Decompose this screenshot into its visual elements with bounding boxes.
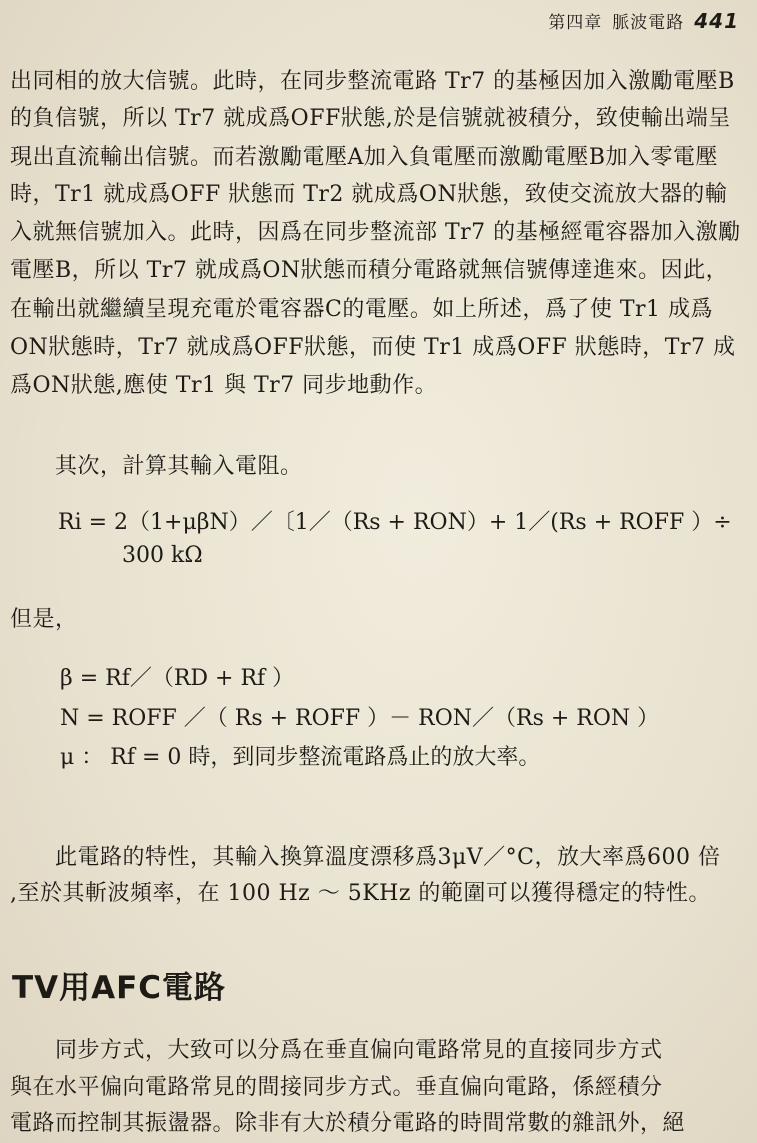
paragraph-line: 入就無信號加入。此時，因爲在同步整流部 Tr7 的基極經電容器加入激勵 (10, 220, 741, 245)
equation-ri-line1: Ri = 2（1+μβN）／〔1／（Rs + RON）+ 1／(Rs + ROFF ）÷ (58, 510, 732, 535)
paragraph-line: 同步方式，大致可以分爲在垂直偏向電路常見的直接同步方式 (55, 1038, 663, 1063)
paragraph-line: 現出直流輸出信號。而若激勵電壓A加入負電壓而激勵電壓B加入零電壓 (10, 145, 719, 170)
paragraph-line: 時，Tr1 就成爲OFF 狀態而 Tr2 就成爲ON狀態，致使交流放大器的輸 (10, 182, 728, 207)
chapter-title: 脈波電路 (612, 13, 685, 33)
paragraph-line: ON狀態時，Tr7 就成爲OFF狀態，而使 Tr1 成爲OFF 狀態時，Tr7 成 (10, 335, 736, 360)
chapter-label: 第四章 (548, 13, 603, 33)
paragraph-line: 與在水平偏向電路常見的間接同步方式。垂直偏向電路，係經積分 (10, 1075, 663, 1100)
definition-mu: μ ： Rf = 0 時，到同步整流電路爲止的放大率。 (60, 745, 541, 770)
running-header (548, 8, 739, 33)
paragraph-line: 爲ON狀態,應使 Tr1 與 Tr7 同步地動作。 (10, 373, 438, 398)
definition-beta: β = Rf／（RD + Rf ） (60, 666, 295, 691)
section-heading: TV用AFC電路 (12, 970, 227, 1006)
paragraph-line: 在輸出就繼續呈現充電於電容器C的電壓。如上所述，爲了使 Tr1 成爲 (10, 297, 714, 322)
paragraph-line: 出同相的放大信號。此時，在同步整流電路 Tr7 的基極因加入激勵電壓B (10, 69, 735, 94)
paragraph-line: 電壓B，所以 Tr7 就成爲ON狀態而積分電路就無信號傳達進來。因此， (10, 258, 729, 283)
paragraph-line: 此電路的特性，其輸入換算溫度漂移爲3μV／°C，放大率爲600 倍 (55, 845, 721, 870)
paragraph-line: 電路而控制其振盪器。除非有大於積分電路的時間常數的雜訊外，絕 (10, 1111, 686, 1136)
resistance-intro: 其次，計算其輸入電阻。 (55, 454, 303, 479)
page-number: 441 (694, 9, 739, 33)
equation-ri-line2: 300 kΩ (122, 543, 203, 568)
paragraph-line: ,至於其斬波頻率，在 100 Hz ～ 5KHz 的範圍可以獲得穩定的特性。 (10, 881, 711, 906)
but-label: 但是， (10, 607, 78, 632)
paragraph-line: 的負信號，所以 Tr7 就成爲OFF狀態,於是信號就被積分，致使輸出端呈 (10, 106, 731, 131)
definition-n: N = ROFF ／（ Rs + ROFF ）－ RON／（Rs + RON ） (60, 706, 660, 731)
